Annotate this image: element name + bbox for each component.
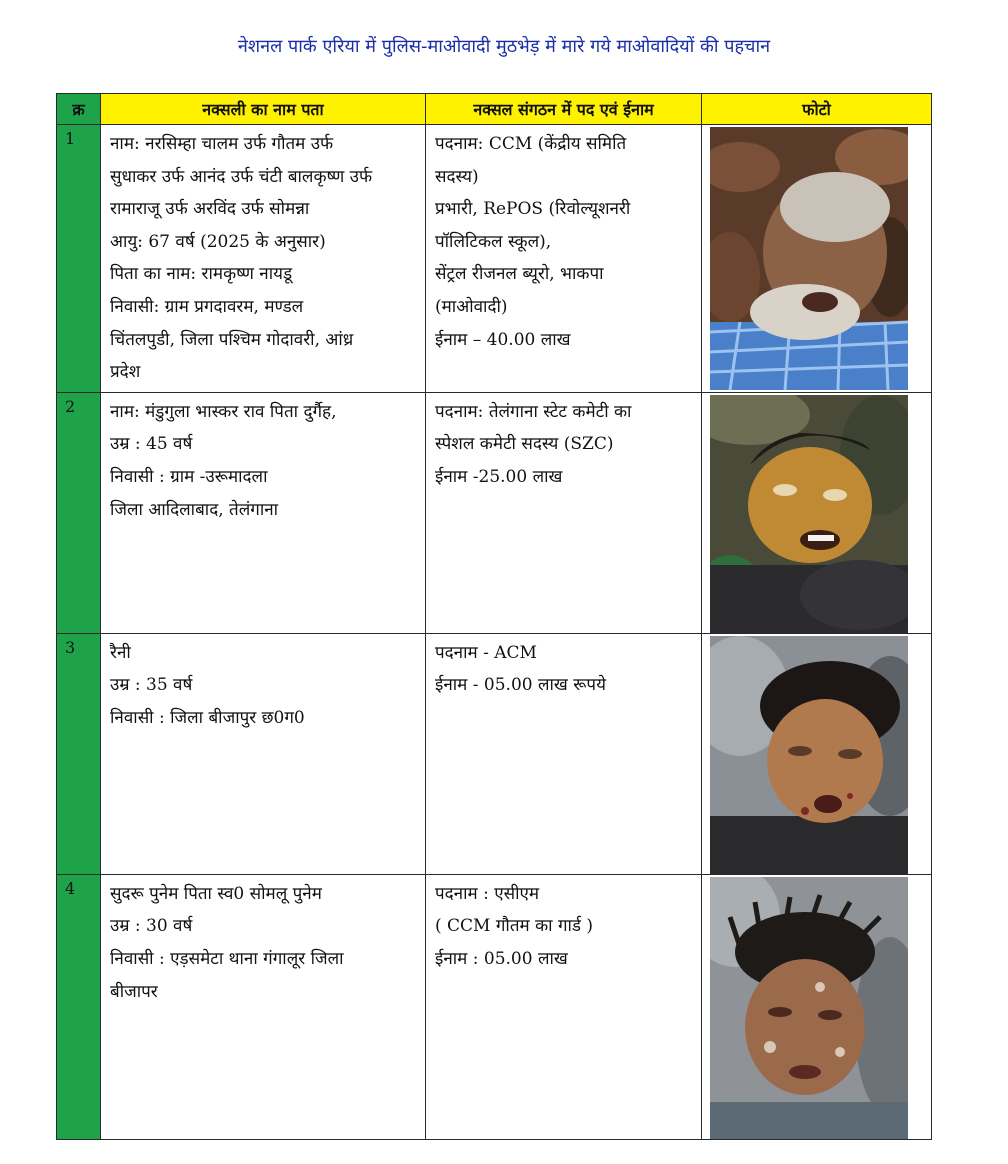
serial-number: 2 — [57, 392, 101, 633]
header-name-address: नक्सली का नाम पता — [101, 94, 426, 125]
name-address-cell — [101, 125, 426, 393]
name-address-line: निवासी : ग्राम -उरूमादला — [110, 466, 268, 487]
identification-table — [56, 93, 932, 1140]
post-reward-line: पदनाम: तेलंगाना स्टेट कमेटी का — [435, 401, 632, 422]
name-address-cell — [101, 633, 426, 874]
name-address-line: निवासी: ग्राम प्रगदावरम, मण्डल — [110, 296, 304, 317]
post-reward-cell — [426, 392, 702, 633]
header-photo: फोटो — [702, 94, 932, 125]
post-reward-line: प्रभारी, RePOS (रिवोल्यूशनरी — [435, 199, 631, 220]
post-reward-line: ईनाम – 40.00 लाख — [435, 329, 571, 350]
name-address-line: आयु: 67 वर्ष (2025 के अनुसार) — [110, 231, 326, 252]
post-reward-line: सेंट्रल रीजनल ब्यूरो, भाकपा — [435, 264, 604, 285]
post-reward-cell — [426, 633, 702, 874]
header-post-reward: नक्सल संगठन में पद एवं ईनाम — [426, 94, 702, 125]
post-reward-cell — [426, 125, 702, 393]
serial-number: 1 — [57, 125, 101, 393]
table-row — [57, 392, 932, 633]
post-reward-line: पदनाम : एसीएम — [435, 883, 540, 904]
post-reward-line: पदनाम - ACM — [435, 642, 537, 663]
name-address-line: उम्र : 30 वर्ष — [110, 916, 193, 937]
photo-cell — [702, 125, 932, 393]
serial-number: 4 — [57, 874, 101, 1139]
name-address-line: नाम: मंडुगुला भास्कर राव पिता दुर्गैह, — [110, 401, 337, 422]
post-reward-cell — [426, 874, 702, 1139]
table-row — [57, 125, 932, 393]
table-header-row — [57, 94, 932, 125]
name-address-line: प्रदेश — [110, 362, 141, 383]
name-address-line: चिंतलपुडी, जिला पश्चिम गोदावरी, आंध्र — [110, 329, 354, 350]
name-address-line: जिला आदिलाबाद, तेलंगाना — [110, 499, 279, 520]
post-reward-line: ईनाम - 05.00 लाख रूपये — [435, 675, 606, 696]
deceased-photo-3 — [710, 636, 908, 874]
table-row — [57, 874, 932, 1139]
deceased-photo-4 — [710, 877, 908, 1139]
post-reward-line: (माओवादी) — [435, 296, 508, 317]
name-address-line: निवासी : एड़समेटा थाना गंगालूर जिला — [110, 948, 344, 969]
photo-cell — [702, 633, 932, 874]
name-address-line: उम्र : 45 वर्ष — [110, 434, 193, 455]
name-address-line: सुधाकर उर्फ आनंद उर्फ चंटी बालकृष्ण उर्फ — [110, 166, 373, 187]
header-serial: क्र — [57, 94, 101, 125]
name-address-line: बीजापर — [110, 981, 158, 1002]
name-address-line: सुदरू पुनेम पिता स्व0 सोमलू पुनेम — [110, 883, 322, 904]
name-address-cell — [101, 874, 426, 1139]
name-address-line: पिता का नाम: रामकृष्ण नायडू — [110, 264, 293, 285]
name-address-line: निवासी : जिला बीजापुर छ0ग0 — [110, 707, 305, 728]
name-address-line: उम्र : 35 वर्ष — [110, 675, 193, 696]
name-address-line: नाम: नरसिम्हा चालम उर्फ गौतम उर्फ — [110, 134, 334, 154]
post-reward-line: स्पेशल कमेटी सदस्य (SZC) — [435, 434, 614, 455]
photo-cell — [702, 874, 932, 1139]
page-title: नेशनल पार्क एरिया में पुलिस-माओवादी मुठभेड़ में मारे गये माओवादियों की पहचान — [237, 36, 771, 57]
post-reward-line: पदनाम: CCM (केंद्रीय समिति — [435, 134, 627, 154]
post-reward-line: पॉलिटिकल स्कूल), — [435, 231, 552, 252]
photo-cell — [702, 392, 932, 633]
serial-number: 3 — [57, 633, 101, 874]
name-address-line: रैनी — [110, 642, 131, 663]
post-reward-line: ( CCM गौतम का गार्ड ) — [435, 916, 594, 937]
name-address-line: रामाराजू उर्फ अरविंद उर्फ सोमन्ना — [110, 199, 310, 220]
deceased-photo-2 — [710, 395, 908, 633]
post-reward-line: ईनाम : 05.00 लाख — [435, 948, 568, 969]
deceased-photo-1 — [710, 127, 908, 390]
post-reward-line: ईनाम -25.00 लाख — [435, 466, 563, 487]
name-address-cell — [101, 392, 426, 633]
post-reward-line: सदस्य) — [435, 166, 479, 187]
table-row — [57, 633, 932, 874]
